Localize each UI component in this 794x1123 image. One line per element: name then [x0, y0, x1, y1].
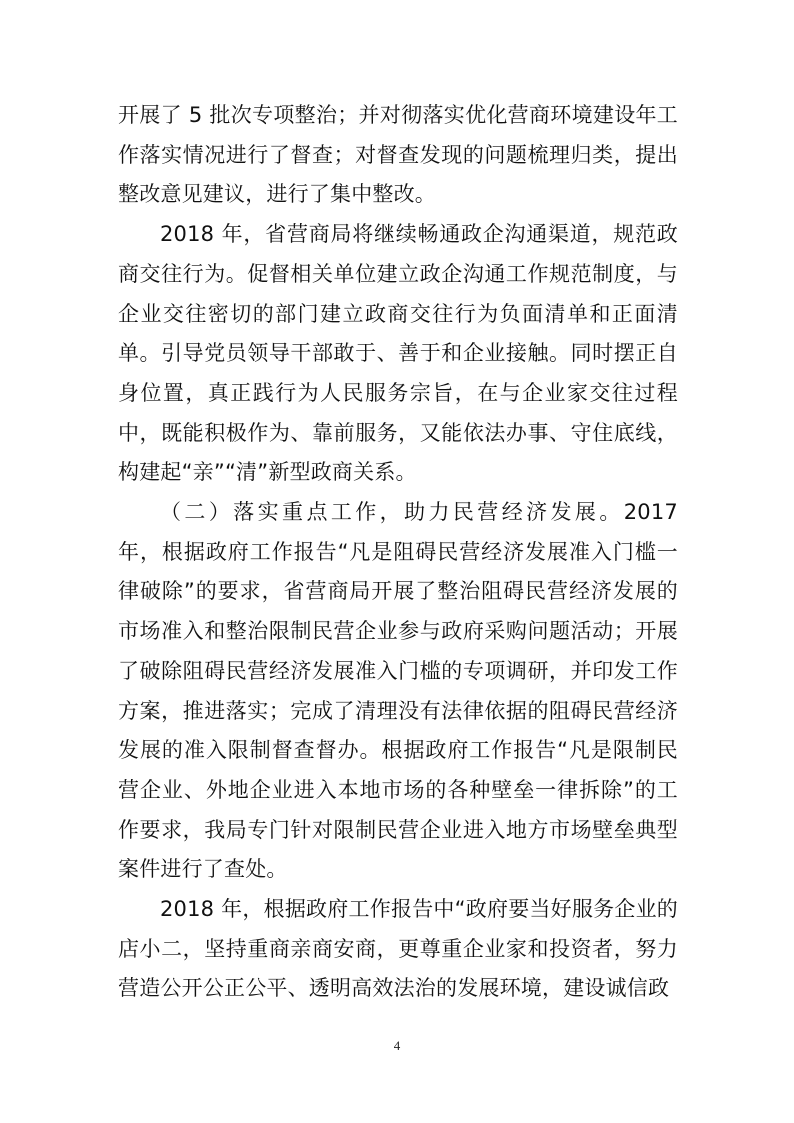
body-text	[118, 96, 678, 1009]
paragraph-continued: 开展了 5 批次专项整治；并对彻落实优化营商环境建设年工作落实情况进行了督查；对督查发现的问题梳理归类，提出整改意见建议，进行了集中整改。	[118, 103, 678, 207]
section-heading: （二）落实重点工作，助力民营经济发展。	[160, 500, 624, 525]
paragraph-section-two	[118, 493, 678, 890]
page-number: 4	[393, 1038, 401, 1053]
section-body: 2017 年，根据政府工作报告“凡是阻碍民营经济发展准入门槛一律破除”的要求，省营商局开展了整治阻碍民营经济发展的市场准入和整治限制民营企业参与政府采购问题活动；开展了破除阻碍民营经济发展准入门槛的专项调研，并印发工作方案，推进落实；完成了清理没有法律依据的阻碍民营经济发展的准入限制督查督办。根据政府工作报告“凡是限制民营企业、外地企业进入本地市场的各种壁垒一律拆除”的工作要求，我局专门针对限制民营企业进入地方市场壁垒典型案件进行了查处。	[118, 500, 678, 882]
paragraph-2018-service: 2018 年，根据政府工作报告中“政府要当好服务企业的店小二，坚持重商亲商安商，更尊重企业家和投资者，努力营造公开公正公平、透明高效法治的发展环境，建设诚信政	[118, 897, 678, 1001]
paragraph-2018-policy: 2018 年，省营商局将继续畅通政企沟通渠道，规范政商交往行为。促督相关单位建立政企沟通工作规范制度，与企业交往密切的部门建立政商交往行为负面清单和正面清单。引导党员领导干部敢于、善于和企业接触。同时摆正自身位置，真正践行为人民服务宗旨，在与企业家交往过程中，既能积极作为、靠前服务，又能依法办事、守住底线，构建起“亲”“清”新型政商关系。	[118, 222, 678, 485]
